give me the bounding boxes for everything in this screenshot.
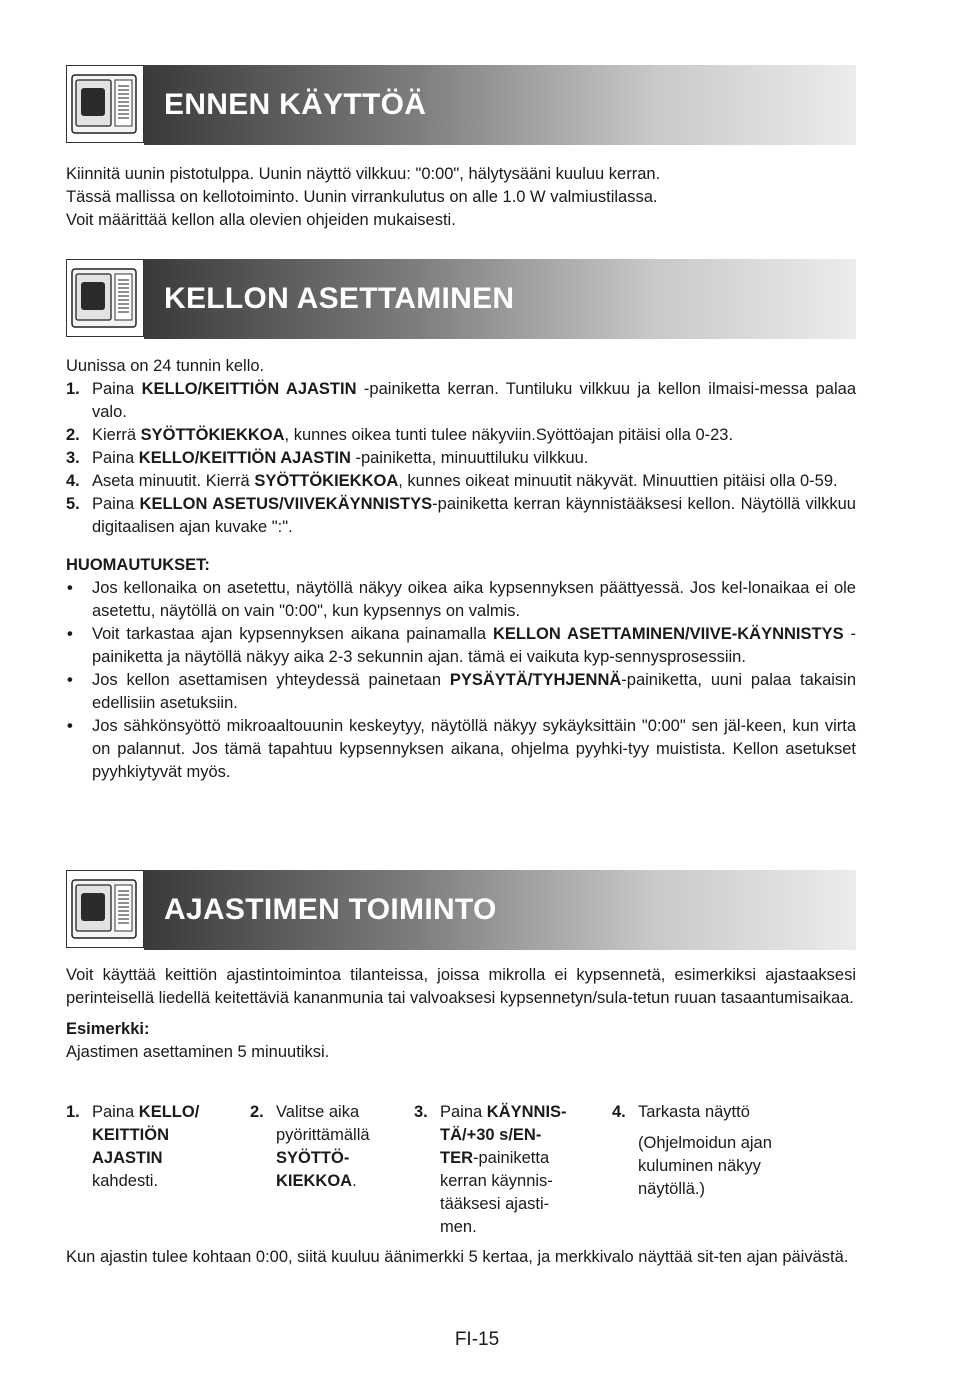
section-title-bar (144, 870, 856, 950)
example-label: Esimerkki: (66, 1020, 150, 1038)
clock-step: 5. Paina KELLON ASETUS/VIIVEKÄYNNISTYS-painiketta kerran käynnistääksesi kellon. Näytöllä vilkkuu digitaalisen ajan kuvake ":". (66, 495, 856, 536)
microwave-icon (66, 870, 144, 948)
note-item: • Jos sähkönsyöttö mikroaaltouunin keskeytyy, näytöllä näkyy sykäyksittäin "0:00" sen jäl-keen, kun virta on palannut. Jos tämä tapahtuu kypsennyksen aikana, ohjelma pyyhki-tyy muistista. Kellon asetukset pyyhkiytyvät myös. (67, 717, 856, 781)
section-header-ennen-kayttoa (66, 65, 856, 145)
clock-step: 4. Aseta minuutit. Kierrä SYÖTTÖKIEKKOA, kunnes oikeat minuutit näkyvät. Minuuttien pitäisi olla 0-59. (66, 472, 838, 490)
intro-line: Voit määrittää kellon alla olevien ohjeiden mukaisesti. (66, 211, 456, 229)
microwave-icon (66, 259, 144, 337)
timer-outro (66, 1246, 856, 1269)
clock-step: 3. Paina KELLO/KEITTIÖN AJASTIN -painiketta, minuuttiluku vilkkuu. (66, 449, 589, 467)
timer-intro (66, 964, 856, 1064)
timer-outro-text: Kun ajastin tulee kohtaan 0:00, siitä kuuluu äänimerkki 5 kertaa, ja merkkivalo näyttää sit-ten ajan päivästä. (66, 1248, 849, 1266)
page-number: FI-15 (454, 1329, 500, 1350)
section-title: AJASTIMEN TOIMINTO (164, 893, 497, 926)
clock-steps (66, 378, 856, 539)
intro-text (66, 163, 856, 232)
note-item: • Voit tarkastaa ajan kypsennyksen aikana painamalla KELLON ASETTAMINEN/VIIVE-KÄYNNISTYS -painiketta ja näytöllä näkyy aika 2-3 sekunnin ajan. tämä ei vaikuta kyp-sennysprosessiin. (67, 625, 856, 666)
section-title-bar (144, 259, 856, 339)
timer-intro-text: Voit käyttää keittiön ajastintoimintoa tilanteissa, joissa mikrolla ei kypsennetä, esimerkiksi ajastaaksesi perinteisellä liedellä keitettäviä kananmunia tai valvoaksesi kypsennetyn/sula-tetun ruuan tasaantumisaikaa. (66, 966, 856, 1007)
note-item: • Jos kellonaika on asetettu, näytöllä näkyy oikea aika kypsennyksen päättyessä. Jos kel-lonaikaa ei ole asetettu, näytöllä on vain "0:00", kun kypsennys on valmis. (67, 579, 856, 620)
example-text: Ajastimen asettaminen 5 minuutiksi. (66, 1043, 330, 1061)
clock-lead: Uunissa on 24 tunnin kello. (66, 357, 265, 375)
intro-line: Kiinnitä uunin pistotulppa. Uunin näyttö vilkkuu: "0:00", hälytysääni kuuluu kerran. (66, 165, 661, 183)
intro-line: Tässä mallissa on kellotoiminto. Uunin virrankulutus on alle 1.0 W valmiustilassa. (66, 188, 658, 206)
notes-list (66, 577, 856, 784)
section-header-kellon-asettaminen (66, 259, 856, 339)
notes-heading: HUOMAUTUKSET: (66, 556, 210, 574)
section-title: KELLON ASETTAMINEN (164, 282, 515, 315)
note-item: • Jos kellon asettamisen yhteydessä painetaan PYSÄYTÄ/TYHJENNÄ-painiketta, uuni palaa takaisin edellisiin asetuksiin. (67, 671, 856, 712)
clock-instructions (66, 355, 856, 784)
section-title: ENNEN KÄYTTÖÄ (164, 88, 427, 121)
clock-step: 1. Paina KELLO/KEITTIÖN AJASTIN -painiketta kerran. Tuntiluku vilkkuu ja kellon ilmaisi-messa palaa valo. (66, 380, 856, 421)
clock-step: 2. Kierrä SYÖTTÖKIEKKOA, kunnes oikea tunti tulee näkyviin.Syöttöajan pitäisi olla 0-23. (66, 426, 734, 444)
section-title-bar (144, 65, 856, 145)
section-header-ajastimen-toiminto (66, 870, 856, 950)
microwave-icon (66, 65, 144, 143)
